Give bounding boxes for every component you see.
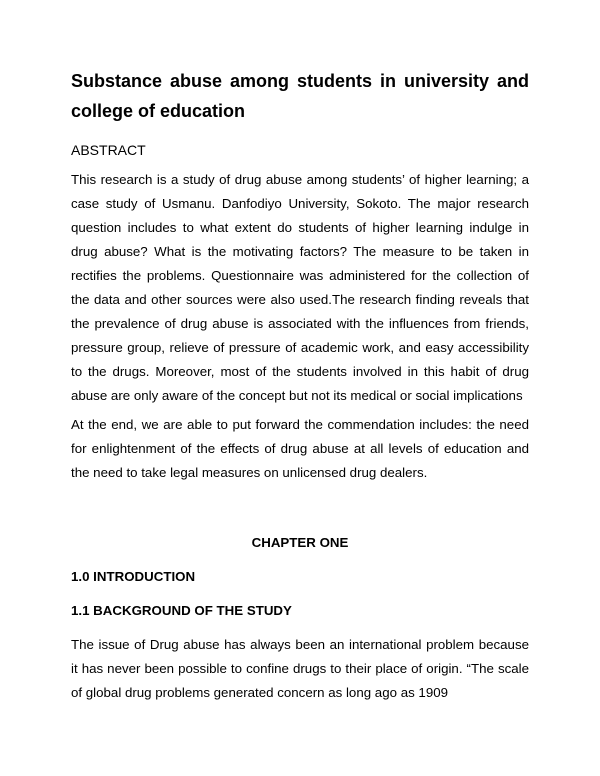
abstract-label: ABSTRACT [71, 142, 146, 158]
abstract-paragraph-1: This research is a study of drug abuse among students’ of higher learning; a case study of Usmanu. Danfodiyo University, Sokoto. The major research question includes to what extent do students of higher learning indulge in drug abuse? What is the motivating factors? The measure to be taken in rectifies the problems. Questionnaire was administered for the collection of the data and other sources were also used.The research finding reveals that the prevalence of drug abuse is associated with the influences from friends, pressure group, relieve of pressure of academic work, and easy accessibility to the drugs. Moreover, most of the students involved in this habit of drug abuse are only aware of the concept but not its medical or social implications [71, 172, 529, 403]
background-paragraph: The issue of Drug abuse has always been an international problem because it has never been possible to confine drugs to their place of origin. “The scale of global drug problems generated concern as long ago as 1909 [71, 637, 529, 700]
document-content [71, 66, 529, 705]
document-title: Substance abuse among students in university and college of education [71, 71, 529, 121]
chapter-heading: CHAPTER ONE [251, 535, 349, 550]
abstract-paragraph-2: At the end, we are able to put forward the commendation includes: the need for enlightenment of the effects of drug abuse at all levels of education and the need to take legal measures on unlicensed drug dealers. [71, 417, 529, 480]
section-heading-background: 1.1 BACKGROUND OF THE STUDY [71, 603, 292, 618]
section-heading-introduction: 1.0 INTRODUCTION [71, 569, 196, 584]
